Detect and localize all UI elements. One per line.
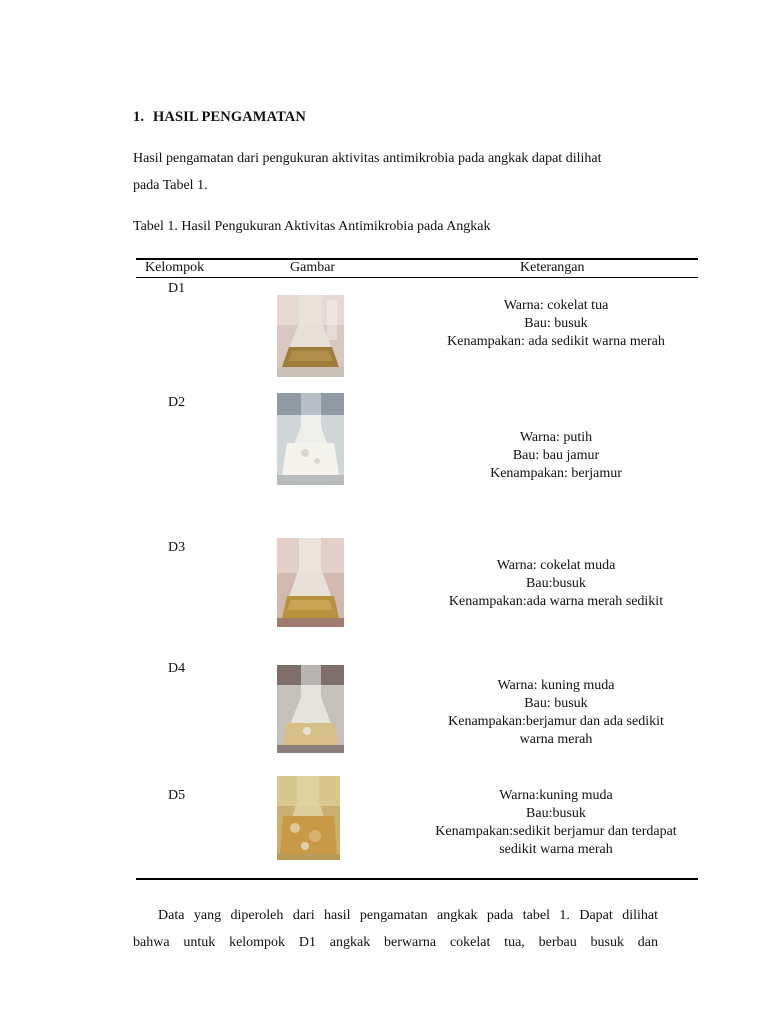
row-d5-bau: Bau:busuk <box>526 806 586 821</box>
discussion-line-2: bahwa untuk kelompok D1 angkak berwarna cokelat tua, berbau busuk dan <box>133 935 658 950</box>
row-d1-warna: Warna: cokelat tua <box>503 298 609 313</box>
intro-line-1: Hasil pengamatan dari pengukuran aktivitas antimikrobia pada angkak dapat dilihat <box>133 151 602 166</box>
table-header-rule <box>136 277 698 278</box>
row-d4-kenampakan-cont: warna merah <box>519 732 593 747</box>
section-number: 1. <box>133 109 145 125</box>
row-d4-description <box>416 677 696 749</box>
row-d2-group: D2 <box>168 395 186 410</box>
row-d1-kenampakan: Kenampakan: ada sedikit warna merah <box>447 334 665 349</box>
row-d1-bau: Bau: busuk <box>524 316 588 331</box>
header-gambar: Gambar <box>290 260 336 275</box>
row-d2-kenampakan: Kenampakan: berjamur <box>490 466 622 481</box>
row-d3-photo <box>277 538 344 627</box>
flask-photo-image <box>277 538 344 627</box>
row-d5-kenampakan: Kenampakan:sedikit berjamur dan terdapat <box>435 824 677 839</box>
row-d4-photo <box>277 665 344 753</box>
section-heading <box>133 109 306 126</box>
row-d1-photo <box>277 295 344 377</box>
discussion-line-1: Data yang diperoleh dari hasil pengamatan angkak pada tabel 1. Dapat dilihat <box>158 908 658 923</box>
row-d3-group: D3 <box>168 540 186 555</box>
flask-photo-image <box>277 665 344 753</box>
row-d5-photo <box>277 776 340 860</box>
row-d4-group: D4 <box>168 661 186 676</box>
flask-photo-image <box>277 776 340 860</box>
table-top-rule <box>136 258 698 260</box>
row-d4-kenampakan: Kenampakan:berjamur dan ada sedikit <box>448 714 664 729</box>
intro-paragraph <box>133 145 693 199</box>
row-d5-description <box>416 787 696 859</box>
row-d2-description <box>416 429 696 483</box>
section-title: HASIL PENGAMATAN <box>153 109 306 125</box>
row-d1-description <box>416 297 696 351</box>
discussion-paragraph <box>133 902 658 956</box>
row-d3-description <box>416 557 696 611</box>
flask-photo-image <box>277 295 344 377</box>
row-d3-bau: Bau:busuk <box>526 576 586 591</box>
row-d4-warna: Warna: kuning muda <box>497 678 615 693</box>
table-bottom-rule <box>136 878 698 880</box>
flask-photo-image <box>277 393 344 485</box>
row-d3-warna: Warna: cokelat muda <box>496 558 616 573</box>
row-d2-photo <box>277 393 344 485</box>
row-d2-warna: Warna: putih <box>519 430 593 445</box>
row-d5-warna: Warna:kuning muda <box>499 788 613 803</box>
row-d5-group: D5 <box>168 788 186 803</box>
table-caption: Tabel 1. Hasil Pengukuran Aktivitas Antimikrobia pada Angkak <box>133 219 491 234</box>
row-d5-kenampakan-cont: sedikit warna merah <box>499 842 613 857</box>
header-kelompok: Kelompok <box>145 260 205 275</box>
header-keterangan: Keterangan <box>520 260 585 275</box>
row-d1-group: D1 <box>168 281 186 296</box>
row-d2-bau: Bau: bau jamur <box>512 448 600 463</box>
row-d3-kenampakan: Kenampakan:ada warna merah sedikit <box>448 594 664 609</box>
intro-line-2: pada Tabel 1. <box>133 178 208 193</box>
row-d4-bau: Bau: busuk <box>524 696 588 711</box>
